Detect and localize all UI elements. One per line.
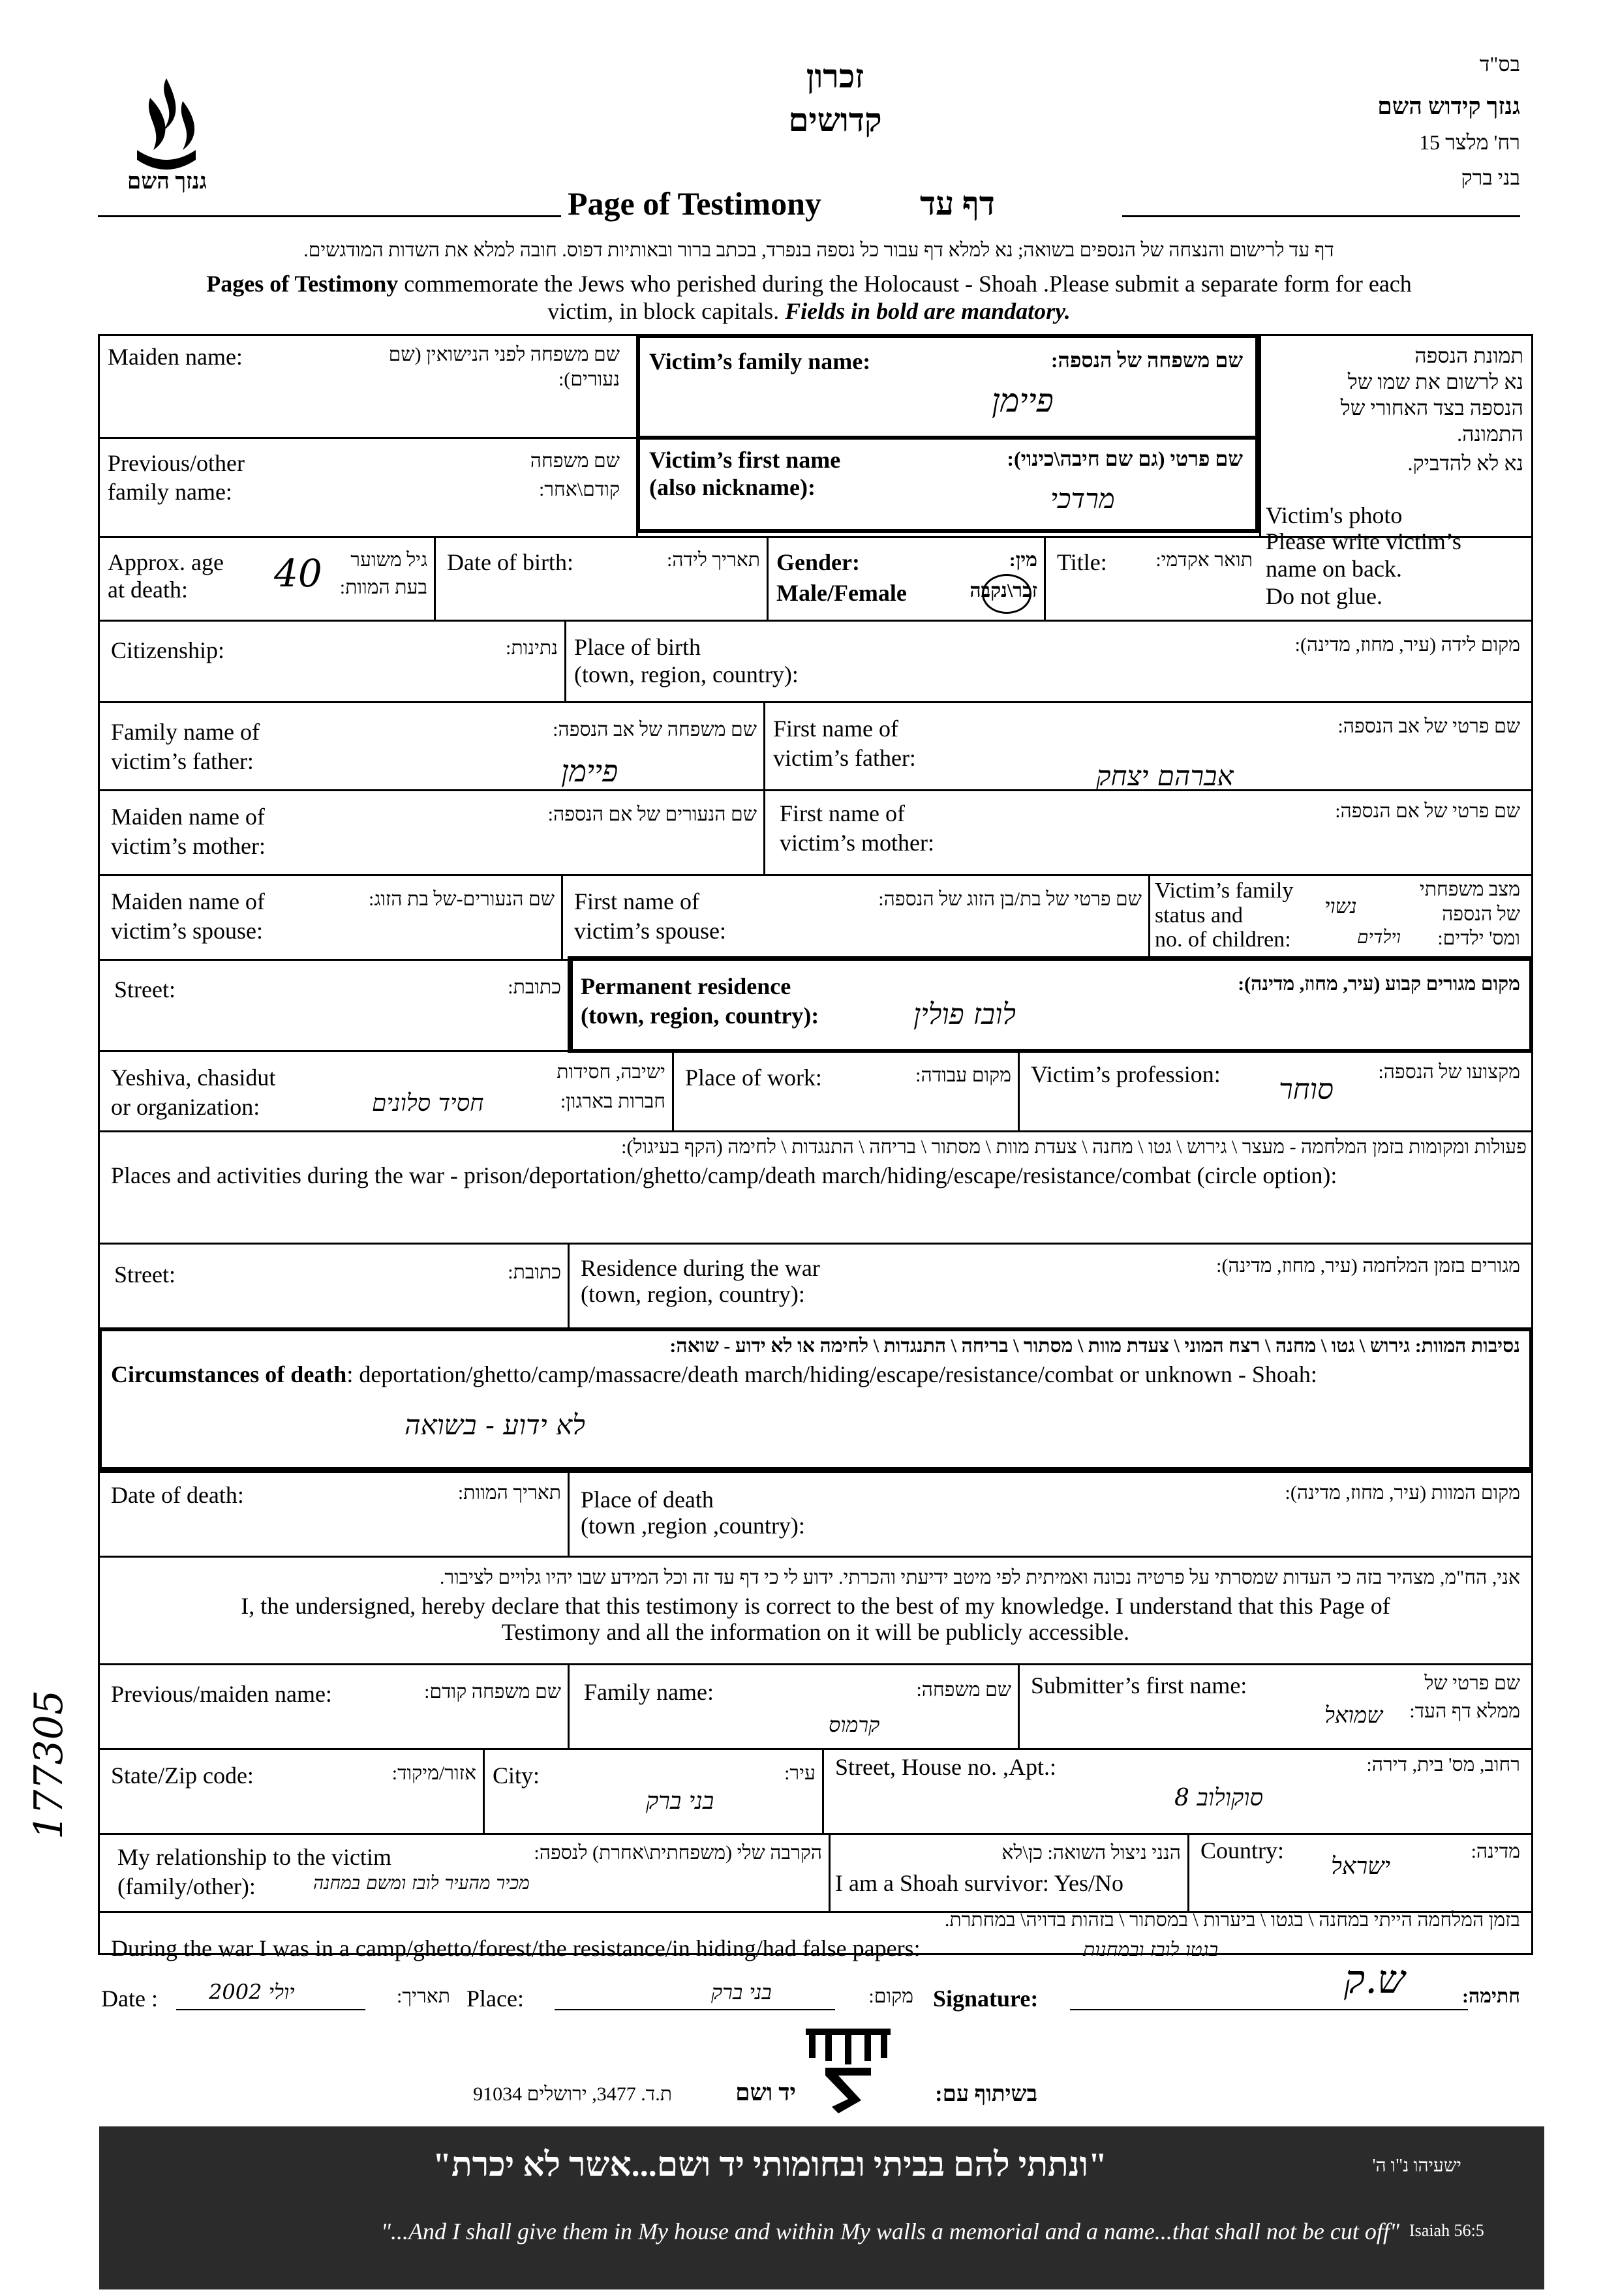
- profession-value[interactable]: סוחר: [1279, 1073, 1334, 1106]
- dob-label-he: תאריך לידה:: [666, 549, 760, 571]
- city-label: City:: [493, 1762, 540, 1789]
- father-first-label-he: שם פרטי של אב הנספה:: [1337, 716, 1520, 737]
- street-label: Street:: [114, 976, 176, 1003]
- header-rule-right: [1122, 215, 1520, 217]
- citizenship-label-he: נתינות:: [506, 637, 558, 659]
- org-name: גנזך קידוש השם: [1377, 93, 1520, 119]
- rule: [767, 536, 769, 620]
- page-title-he: דף עד: [920, 185, 995, 222]
- war-activities-label-he: פעולות ומקומות בזמן המלחמה - מעצר \ גירוש \ גטו \ מחנה \ צעדת מוות \ מסתור \ בריחה \ התנגדות \ לחימה (הקף בעיגול):: [621, 1136, 1527, 1158]
- rule: [98, 1748, 1533, 1750]
- relationship-label-he: הקרבה שלי (משפחתית\אחרת) לנספה:: [534, 1842, 822, 1864]
- submitter-first-name-label-he-1: שם פרטי של: [1424, 1672, 1520, 1694]
- work-label-he: מקום עבודה:: [915, 1065, 1011, 1086]
- rule: [763, 701, 765, 874]
- archive-number: 177305: [26, 1689, 72, 1839]
- rule: [568, 1243, 570, 1327]
- mother-first-label-2: victim’s mother:: [780, 830, 934, 856]
- during-war-value[interactable]: בגטו לובז ובמחנות: [1083, 1939, 1219, 1961]
- logo-text: גנזך השם: [127, 170, 207, 194]
- rule: [1044, 536, 1046, 620]
- title-he-2: קדושים: [788, 102, 882, 138]
- previous-name-label-1: Previous/other: [108, 450, 245, 476]
- place-label: Place:: [466, 1986, 524, 2012]
- date-label: Date :: [101, 1986, 158, 2012]
- partner-label-he: בשיתוף עם:: [935, 2082, 1037, 2106]
- rule: [822, 1748, 824, 1833]
- declaration-he: אני, הח"מ, מצהיר בזה כי העדות שמסרתי על פרטיה נכונה ואמיתית לפי מיטב ידיעתי והכרתי. ידוע לי כי דף עד זה וכל המידע שבו יהיו גלויים לציבור.: [439, 1567, 1520, 1588]
- intro-en-2: victim, in block capitals. Fields in bold are mandatory.: [547, 298, 1071, 324]
- age-label-he-1: גיל משוער: [350, 549, 427, 571]
- rule: [434, 536, 436, 620]
- victim-first-name-label-2: (also nickname):: [649, 474, 816, 500]
- street-label-he: כתובת:: [508, 976, 561, 998]
- war-activities-label: Places and activities during the war - prison/deportation/ghetto/camp/death march/hiding/escape/resistance/combat (circle option):: [111, 1162, 1337, 1188]
- mother-first-label-he: שם פרטי של אם הנספה:: [1335, 800, 1520, 822]
- rule: [568, 1471, 570, 1556]
- yeshiva-label-he-2: חברות בארגון:: [560, 1091, 665, 1112]
- quote-source-en: Isaiah 56:5: [1409, 2221, 1484, 2240]
- war-residence-label-1: Residence during the war: [581, 1255, 820, 1281]
- photo-he-2: נא לרשום את שמו של: [1347, 370, 1523, 393]
- victim-family-name-value[interactable]: פיימן: [992, 382, 1054, 419]
- country-value[interactable]: ישראל: [1331, 1853, 1391, 1880]
- country-label: Country:: [1200, 1837, 1285, 1864]
- victim-first-name-label-he: שם פרטי (גם שם חיבה\כינוי):: [1007, 447, 1243, 470]
- war-street-label-he: כתובת:: [508, 1261, 561, 1283]
- citizenship-label: Citizenship:: [111, 637, 224, 663]
- family-status-value-2[interactable]: וילדים: [1357, 926, 1401, 948]
- father-family-label-he: שם משפחה של אב הנספה:: [553, 719, 757, 740]
- gender-label-he-1: מין:: [1009, 549, 1037, 571]
- family-status-label-2: status and: [1155, 903, 1244, 928]
- pod-label-2: (town ,region ,country):: [581, 1513, 805, 1539]
- title-he-1: זכרון: [806, 58, 864, 95]
- rule: [98, 1471, 1533, 1473]
- mother-maiden-label-he: שם הנעורים של אם הנספה:: [547, 804, 757, 825]
- pod-label-1: Place of death: [581, 1487, 714, 1513]
- residence-label-he: מקום מגורים קבוע (עיר, מחוז, מדינה):: [1238, 973, 1520, 995]
- photo-he-5: נא לא להדביק.: [1407, 451, 1523, 475]
- spouse-maiden-label-2: victim’s spouse:: [111, 918, 263, 944]
- photo-en-1: Victim's photo: [1266, 502, 1403, 528]
- rule: [483, 1748, 485, 1833]
- residence-value[interactable]: לובז פולין: [913, 998, 1016, 1031]
- previous-name-label-he-1: שם משפחה: [530, 450, 620, 472]
- yeshiva-value[interactable]: חסיד סלונים: [372, 1090, 484, 1117]
- city-label-he: עיר:: [784, 1762, 816, 1784]
- relationship-value[interactable]: מכיר מהעיר לובז ומשם במחנה: [313, 1872, 530, 1894]
- rule: [1187, 1833, 1189, 1911]
- family-status-label-he-2: של הנספה: [1442, 903, 1520, 925]
- quote-en: "...And I shall give them in My house and within My walls a memorial and a name...that shall not be cut off": [380, 2218, 1399, 2244]
- header-rule-left: [98, 215, 561, 217]
- rule: [636, 436, 1259, 440]
- survivor-label-he: הנני ניצול השואה: כן\לא: [1001, 1842, 1181, 1864]
- rule: [98, 789, 1533, 791]
- dod-label-he: תאריך המוות:: [457, 1482, 561, 1503]
- relationship-label-1: My relationship to the victim: [117, 1844, 391, 1870]
- photo-en-3: name on back.: [1266, 556, 1402, 582]
- rule: [98, 620, 1533, 622]
- submitter-family-name-label: Family name:: [584, 1679, 714, 1705]
- age-label-1: Approx. age: [108, 549, 224, 575]
- quote-he: "ונתתי להם בביתי ובחומותי יד ושם...אשר לא יכרת": [433, 2147, 1107, 2184]
- country-label-he: מדינה:: [1471, 1841, 1520, 1862]
- photo-en-4: Do not glue.: [1266, 583, 1382, 609]
- street-address-label-he: רחוב, מס' בית, דירה:: [1366, 1754, 1520, 1775]
- zip-label: State/Zip code:: [111, 1762, 254, 1789]
- date-line: [176, 2009, 365, 2010]
- victim-first-name-label-1: Victim’s first name: [649, 447, 841, 473]
- maiden-name-label: Maiden name:: [108, 344, 243, 370]
- rule: [1148, 874, 1150, 959]
- submitter-first-name-label-he-2: ממלא דף העד:: [1409, 1700, 1520, 1722]
- war-street-label: Street:: [114, 1261, 176, 1288]
- age-value[interactable]: 40: [274, 551, 322, 596]
- rule: [829, 1833, 831, 1911]
- previous-name-label-2: family name:: [108, 479, 232, 505]
- during-war-label-he: בזמן המלחמה הייתי במחנה \ בגטו \ ביערות \ במסתור \ בזהות בדויה\ במחתרת.: [944, 1909, 1520, 1931]
- death-label: Circumstances of death: deportation/ghetto/camp/massacre/death march/hiding/escape/resistance/combat or unknown - Shoah:: [111, 1361, 1317, 1387]
- declaration-en-1: I, the undersigned, hereby declare that this testimony is correct to the best of my knowledge. I understand that this Page of: [241, 1593, 1390, 1619]
- mother-maiden-label-2: victim’s mother:: [111, 833, 266, 859]
- survivor-label: I am a Shoah survivor: Yes/No: [835, 1870, 1123, 1896]
- family-status-label-he-3: ומס' ילדים:: [1437, 928, 1520, 949]
- street-address-value[interactable]: סוקולוב 8: [1174, 1785, 1263, 1811]
- work-label: Place of work:: [685, 1065, 822, 1091]
- profession-label: Victim’s profession:: [1031, 1061, 1221, 1087]
- rule: [1018, 1050, 1020, 1130]
- relationship-label-2: (family/other):: [117, 1873, 256, 1899]
- yeshiva-label-2: or organization:: [111, 1094, 260, 1120]
- spouse-first-label-he: שם פרטי של בת/בן הזוג של הנספה:: [878, 888, 1142, 910]
- pob-label-2: (town, region, country):: [574, 661, 799, 687]
- gender-label-2: Male/Female: [776, 580, 907, 606]
- date-value[interactable]: יולי 2002: [209, 1980, 295, 2004]
- victim-family-name-label: Victim’s family name:: [649, 348, 871, 374]
- age-label-he-2: בעת המוות:: [339, 577, 427, 598]
- dod-label: Date of death:: [111, 1482, 244, 1508]
- title-label-he: תואר אקדמי:: [1155, 549, 1253, 571]
- photo-he-1: תמונת הנספה: [1414, 344, 1523, 367]
- submitter-first-name-label: Submitter’s first name:: [1031, 1672, 1247, 1699]
- rule: [561, 874, 563, 959]
- mother-maiden-label-1: Maiden name of: [111, 804, 265, 830]
- residence-label-2: (town, region, country):: [581, 1003, 819, 1029]
- yeshiva-label-he-1: ישיבה, חסידות: [557, 1061, 665, 1083]
- rule: [98, 701, 1533, 703]
- page-title-en: Page of Testimony: [568, 185, 821, 222]
- place-label-he: מקום:: [868, 1986, 913, 2007]
- logo: [117, 72, 215, 202]
- menorah-icon: [799, 2022, 897, 2120]
- rule: [98, 1130, 1533, 1132]
- father-family-label-2: victim’s father:: [111, 748, 254, 774]
- father-family-label-1: Family name of: [111, 719, 260, 745]
- pob-label-1: Place of birth: [574, 634, 701, 660]
- submitter-previous-name-label-he: שם משפחה קודם:: [424, 1681, 561, 1702]
- zip-label-he: אזור/מיקוד:: [391, 1762, 476, 1784]
- mother-first-label-1: First name of: [780, 800, 905, 826]
- photo-he-3: הנספה בצד האחורי של: [1340, 396, 1523, 419]
- submitter-family-name-value[interactable]: קרמוס: [829, 1712, 880, 1737]
- intro-he: דף עד לרישום והנצחה של הנספים בשואה; נא למלא דף עבור כל נספה בנפרד, בכתב ברור ובאותיות דפוס. חובה למלא את השדות המודגשים.: [303, 239, 1334, 261]
- rule: [1018, 1663, 1020, 1748]
- rule: [672, 1050, 674, 1130]
- spouse-maiden-label-he: שם הנעורים-של בת הזוג:: [369, 888, 555, 910]
- gender-label-he-2: זכר\נקבה: [969, 580, 1037, 601]
- photo-he-4: התמונה.: [1457, 422, 1523, 446]
- victim-family-name-label-he: שם משפחה של הנספה:: [1050, 348, 1243, 372]
- gender-male-circle[interactable]: [982, 574, 1031, 614]
- pod-label-he: מקום המוות (עיר, מחוז, מדינה):: [1285, 1482, 1520, 1503]
- spouse-maiden-label-1: Maiden name of: [111, 888, 265, 914]
- submitter-family-name-label-he: שם משפחה:: [916, 1679, 1011, 1700]
- dob-label: Date of birth:: [447, 549, 573, 575]
- org-city: בני ברק: [1461, 166, 1520, 189]
- profession-label-he: מקצועו של הנספה:: [1378, 1061, 1520, 1083]
- signature-label: Signature:: [933, 1986, 1039, 2012]
- rule: [98, 1663, 1533, 1665]
- city-value[interactable]: בני ברק: [646, 1788, 714, 1815]
- title-label: Title:: [1057, 549, 1107, 575]
- declaration-en-2: Testimony and all the information on it will be publicly accessible.: [501, 1619, 1130, 1645]
- maiden-name-label-he: שם משפחה לפני הנישואין (שם נעורים):: [388, 344, 620, 390]
- yad-vashem-logo: [799, 2022, 897, 2120]
- age-label-2: at death:: [108, 577, 188, 603]
- death-value[interactable]: לא ידוע - בשואה: [404, 1409, 585, 1441]
- yad-vashem-name: יד ושם: [735, 2079, 796, 2106]
- intro-en-1: Pages of Testimony commemorate the Jews who perished during the Holocaust - Shoah .Please submit a separate form for each: [206, 271, 1412, 297]
- father-first-label-2: victim’s father:: [773, 745, 916, 771]
- signature-line: [1070, 2009, 1468, 2010]
- street-address-label: Street, House no. ,Apt.:: [835, 1754, 1056, 1780]
- father-first-value[interactable]: אברהם יצחק: [1096, 760, 1234, 792]
- rule: [564, 620, 566, 701]
- war-residence-label-he: מגורים בזמן המלחמה (עיר, מחוז, מדינה):: [1216, 1255, 1520, 1276]
- rule: [98, 1243, 1533, 1245]
- residence-label-1: Permanent residence: [581, 973, 791, 999]
- rule: [568, 1663, 570, 1748]
- during-war-label: During the war I was in a camp/ghetto/forest/the resistance/in hiding/had false papers:: [111, 1935, 921, 1961]
- rule: [1259, 334, 1261, 536]
- family-status-value-1[interactable]: נשוי: [1324, 894, 1357, 918]
- pob-label-he: מקום לידה (עיר, מחוז, מדינה):: [1294, 634, 1520, 656]
- yeshiva-label-1: Yeshiva, chasidut: [111, 1065, 276, 1091]
- submitter-previous-name-label: Previous/maiden name:: [111, 1681, 332, 1707]
- signature-value[interactable]: ש.ק: [1344, 1957, 1405, 2002]
- family-status-label-3: no. of children:: [1155, 928, 1291, 952]
- spouse-first-label-2: victim’s spouse:: [574, 918, 726, 944]
- photo-en-2: Please write victim’s: [1266, 528, 1461, 554]
- bsd-mark: בס"ד: [1479, 52, 1520, 76]
- org-street: רח' מלצר 15: [1419, 130, 1520, 154]
- signature-label-he: חתימה:: [1462, 1986, 1520, 2007]
- father-family-value[interactable]: פיימן: [561, 753, 618, 789]
- place-value[interactable]: בני ברק: [711, 1980, 772, 2004]
- previous-name-label-he-2: קודם\אחר:: [538, 479, 620, 500]
- war-residence-label-2: (town, region, country):: [581, 1281, 805, 1307]
- submitter-first-name-value[interactable]: שמואל: [1324, 1702, 1383, 1729]
- gender-label-1: Gender:: [776, 549, 860, 575]
- yad-vashem-address: ת.ד. 3477, ירושלים 91034: [473, 2083, 672, 2105]
- death-label-he: נסיבות המוות: גירוש \ גטו \ מחנה \ רצח המוני \ צעדת מוות \ מסתור \ בריחה \ התנגדות \ לחימה או לא ידוע - שואה:: [669, 1335, 1520, 1357]
- victim-first-name-value[interactable]: מרדכי: [1050, 483, 1115, 515]
- quote-source-he: ישעיהו נ"ו ה': [1372, 2156, 1461, 2176]
- place-line: [555, 2009, 835, 2010]
- family-status-label-he-1: מצב משפחתי: [1419, 879, 1520, 900]
- family-status-label-1: Victim’s family: [1155, 879, 1294, 903]
- date-label-he: תאריך:: [397, 1986, 450, 2007]
- spouse-first-label-1: First name of: [574, 888, 699, 914]
- father-first-label-1: First name of: [773, 716, 898, 742]
- rule: [98, 1833, 1533, 1835]
- rule: [98, 874, 1533, 876]
- rule: [98, 1556, 1533, 1558]
